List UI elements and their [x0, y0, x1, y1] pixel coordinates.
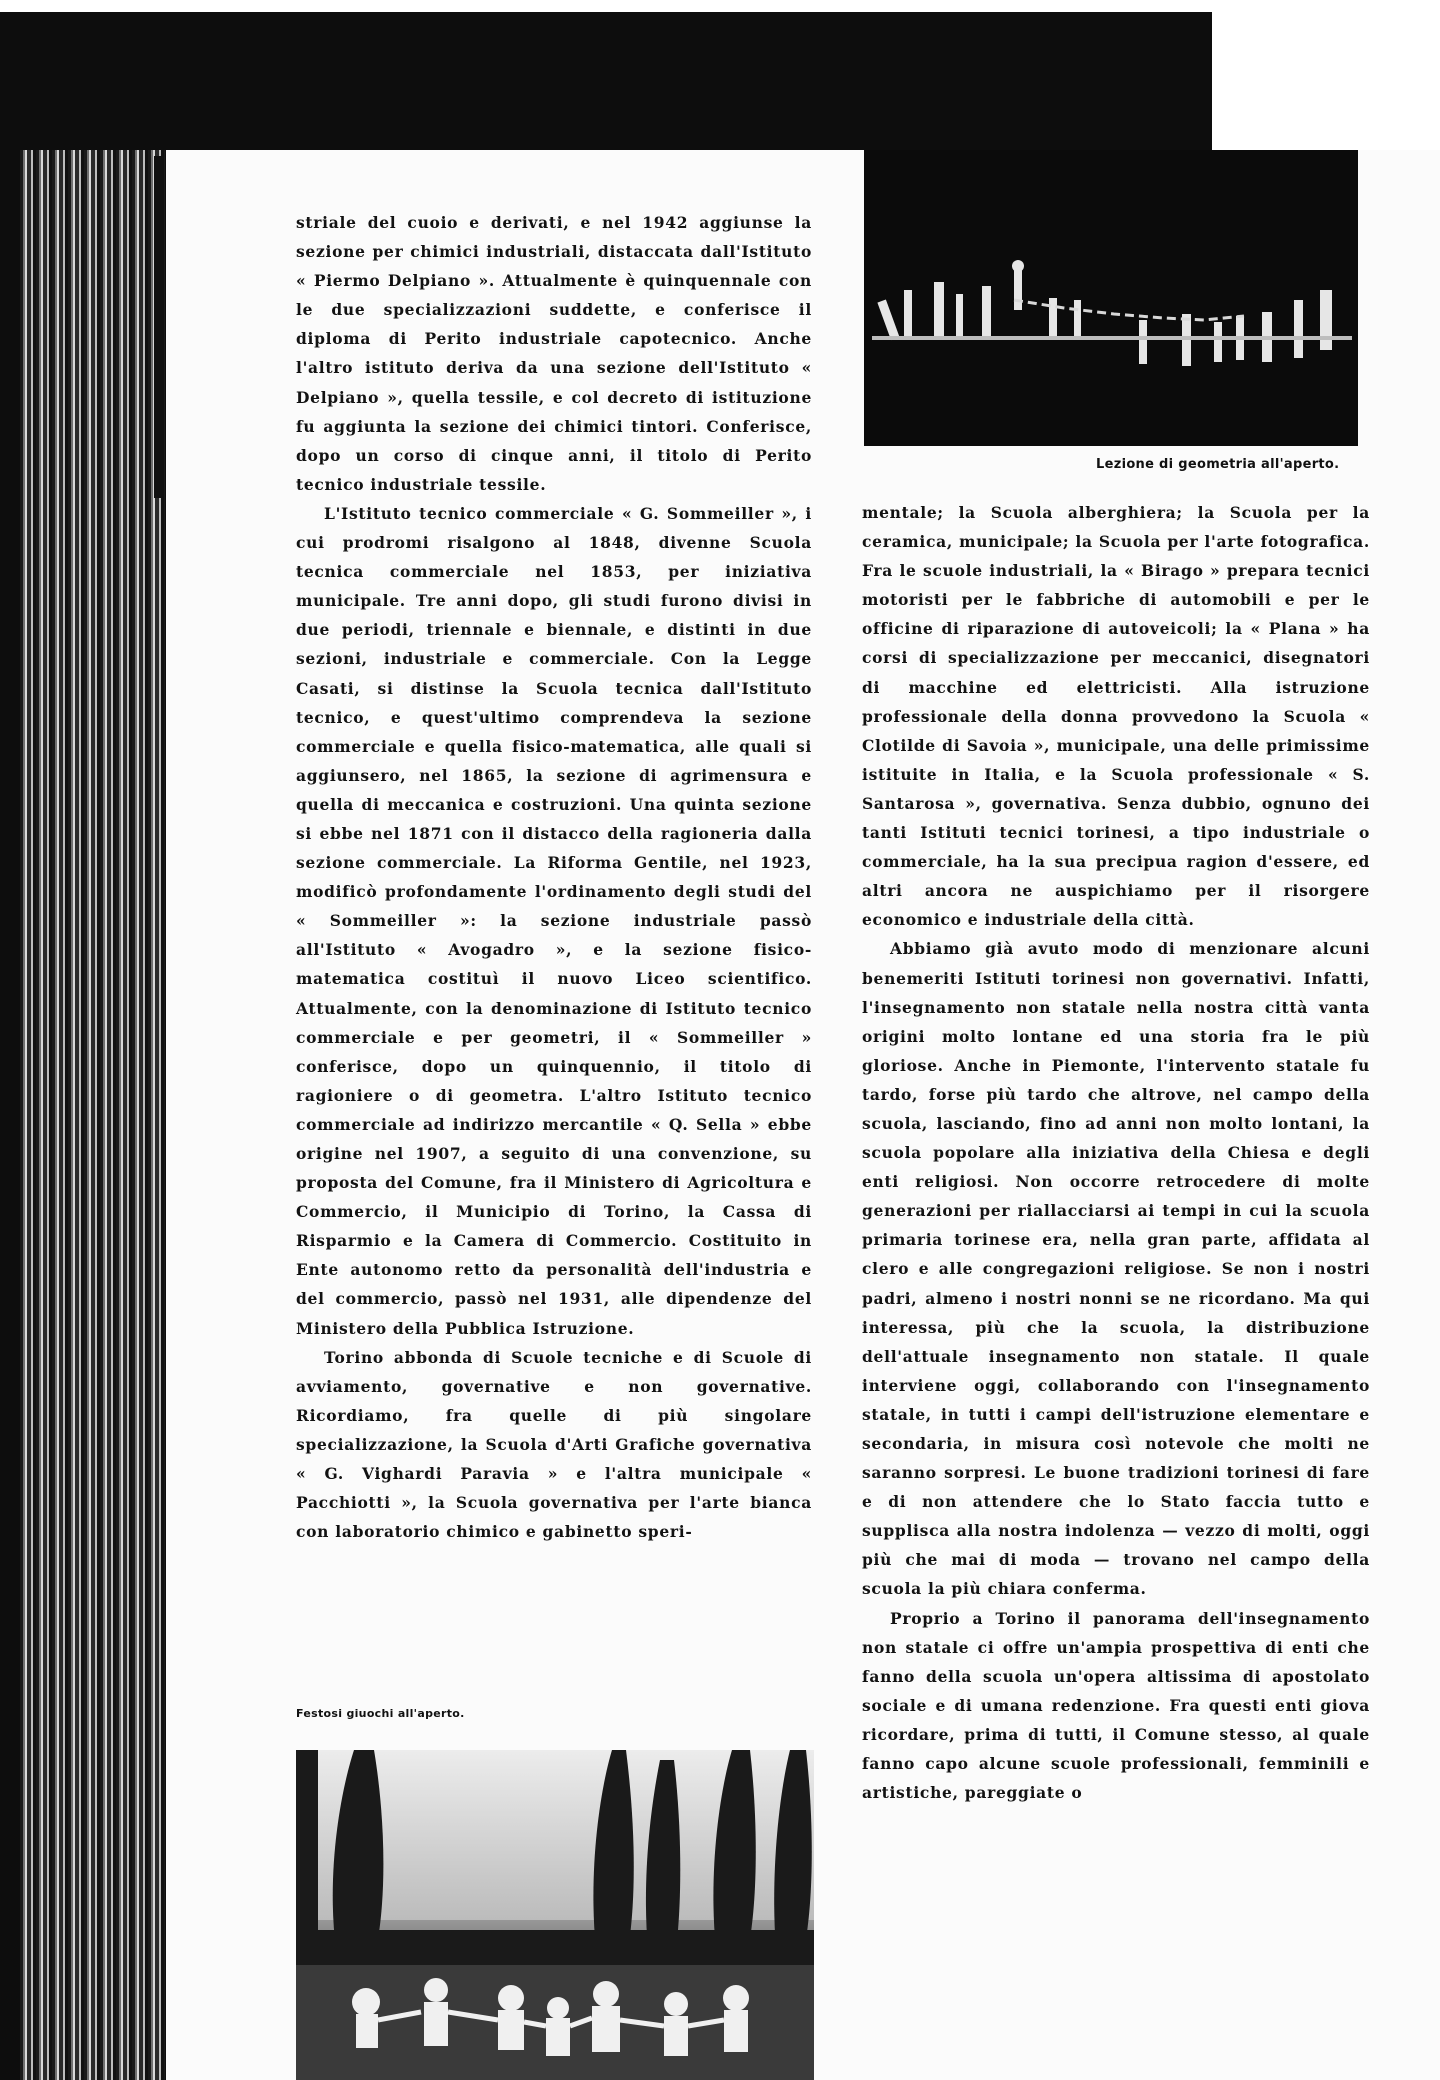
- paragraph: Abbiamo già avuto modo di menzionare alcuni benemeriti Istituti torinesi non governativi. Infatti, l'insegnamento non statale nella nostra città vanta origini molto lontane ed una storia fra le più gloriose. Anche in Piemonte, l'intervento statale fu tardo, forse più tardo che altrove, nel campo della scuola, lasciando, fino ad anni non molto lontani, la scuola popolare alla iniziativa della Chiesa e degli enti religiosi. Non occorre retrocedere di molte generazioni per riallacciarsi ai tempi in cui la scuola primaria torinese era, nella gran parte, affidata al clero e alle congregazioni religiose. Se non i nostri padri, almeno i nostri nonni se ne ricordano. Ma qui interessa, più che la scuola, la distribuzione dell'attuale insegnamento non statale. Il quale interviene oggi, collaborando con l'insegnamento statale, in tutti i campi dell'istruzione elementare e secondaria, in misura così notevole che molti ne saranno sorpresi. Le buone tradizioni torinesi di fare e di non attendere che lo Stato faccia tutto e supplisca alla nostra indolenza — vezzo di molti, oggi più che mai di moda — trovano nel campo della scuola la più chiara conferma.: [862, 939, 1370, 1599]
- book-page-edges: [20, 150, 165, 2080]
- text-column-right: [862, 498, 1370, 1807]
- paragraph: striale del cuoio e derivati, e nel 1942 aggiunse la sezione per chimici industriali, distaccata dall'Istituto « Piermo Delpiano ». Attualmente è quinquennale con le due specializzazioni suddette, e conferisce il diploma di Perito industriale capotecnico. Anche l'altro istituto deriva da una sezione dell'Istituto « Delpiano », quella tessile, e col decreto di istituzione fu aggiunta la sezione dei chimici tintori. Conferisce, dopo un corso di cinque anni, il titolo di Perito tecnico industriale tessile.: [296, 213, 812, 494]
- paragraph: mentale; la Scuola alberghiera; la Scuola per la ceramica, municipale; la Scuola per l'arte fotografica. Fra le scuole industriali, la « Birago » prepara tecnici motoristi per le fabbriche di automobili e per le officine di riparazione di autoveicoli; la « Plana » ha corsi di specializzazione per meccanici, disegnatori di macchine ed elettricisti. Alla istruzione professionale della donna provvedono la Scuola « Clotilde di Savoia », municipale, una delle primissime istituite in Italia, e la Scuola professionale « S. Santarosa », governativa. Senza dubbio, ognuno dei tanti Istituti tecnici torinesi, a tipo industriale o commerciale, ha la sua precipua ragion d'essere, ed altri ancora ne auspichiamo per il risorgere economico e industriale della città.: [862, 503, 1370, 930]
- paragraph: Proprio a Torino il panorama dell'insegnamento non statale ci offre un'ampia prospettiva di enti che fanno della scuola un'opera altissima di apostolato sociale e di umana redenzione. Fra questi enti giova ricordare, prima di tutti, il Comune stesso, al quale fanno capo alcune scuole professionali, femminili e artistiche, pareggiate o: [862, 1608, 1370, 1803]
- text-column-left: [296, 208, 812, 1546]
- photo-geometry-lesson: [864, 150, 1358, 446]
- photo-caption-top: Lezione di geometria all'aperto.: [1096, 457, 1340, 472]
- scan-border-right: [1212, 12, 1440, 150]
- photo-outdoor-games-image: [296, 1750, 814, 2080]
- photo-outdoor-games: [296, 1750, 814, 2080]
- scan-border-top: [0, 0, 1440, 12]
- paragraph: L'Istituto tecnico commerciale « G. Sommeiller », i cui prodromi risalgono al 1848, divenne Scuola tecnica commerciale nel 1853, per iniziativa municipale. Tre anni dopo, gli studi furono divisi in due periodi, triennale e biennale, e distinti in due sezioni, industriale e commerciale. Con la Legge Casati, si distinse la Scuola tecnica dall'Istituto tecnico, e quest'ultimo comprendeva la sezione commerciale e quella fisico-matematica, alle quali si aggiunsero, nel 1865, la sezione di agrimensura e quella di meccanica e costruzioni. Una quinta sezione si ebbe nel 1871 con il distacco della ragioneria dalla sezione commerciale. La Riforma Gentile, nel 1923, modificò profondamente l'ordinamento degli studi del « Sommeiller »: la sezione industriale passò all'Istituto « Avogadro », e la sezione fisico-matematica costituì il nuovo Liceo scientifico. Attualmente, con la denominazione di Istituto tecnico commerciale e per geometri, il « Sommeiller » conferisce, dopo un quinquennio, il titolo di ragioniere o di geometra. L'altro Istituto tecnico commerciale ad indirizzo mercantile « Q. Sella » ebbe origine nel 1907, a seguito di una convenzione, su proposta del Comune, fra il Ministero di Agricoltura e Commercio, il Municipio di Torino, la Cassa di Risparmio e la Camera di Commercio. Costituito in Ente autonomo retto da personalità dell'industria e del commercio, passò nel 1931, alle dipendenze del Ministero della Pubblica Istruzione.: [296, 503, 812, 1338]
- photo-caption-bottom: Festosi giuochi all'aperto.: [296, 1707, 465, 1720]
- paragraph: Torino abbonda di Scuole tecniche e di Scuole di avviamento, governative e non governative. Ricordiamo, fra quelle di più singolare specializzazione, la Scuola d'Arti Grafiche governativa « G. Vighardi Paravia » e l'altra municipale « Pacchiotti », la Scuola governativa per l'arte bianca con laboratorio chimico e gabinetto speri-: [296, 1347, 812, 1542]
- photo-geometry-lesson-image: [864, 150, 1358, 446]
- bookmark-ribbon: [154, 156, 162, 498]
